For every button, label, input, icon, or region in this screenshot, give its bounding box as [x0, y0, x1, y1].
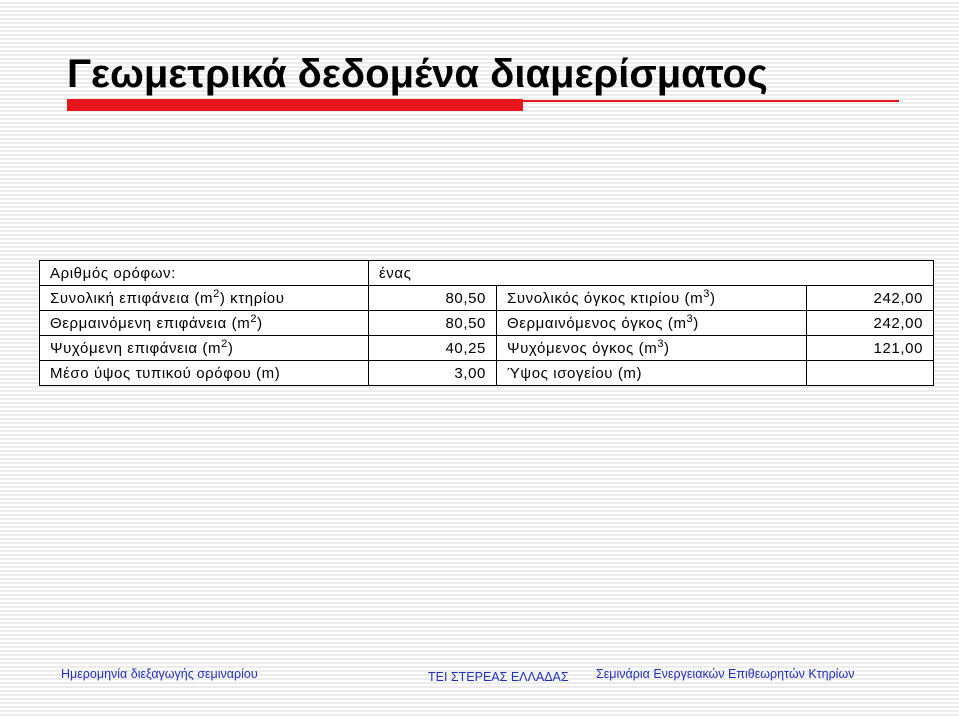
left-label-cell: [40, 311, 369, 336]
left-sup: 2: [213, 287, 220, 300]
right-label-cell: [497, 311, 807, 336]
left-value: 40,25: [369, 336, 497, 361]
right-sup: 3: [657, 337, 665, 350]
right-label: Ψυχόμενος όγκος (m: [507, 339, 658, 357]
table-row: [40, 361, 934, 386]
left-suffix: ): [227, 339, 234, 357]
footer-seminar-series: Σεμινάρια Ενεργειακών Επιθεωρητών Κτηρίων: [596, 667, 855, 681]
floors-label: Αριθμός ορόφων:: [40, 261, 369, 286]
right-sup: 3: [703, 287, 710, 300]
right-label: Ύψος ισογείου (m): [507, 364, 643, 382]
table-row: [40, 311, 934, 336]
right-label-cell: [497, 286, 807, 311]
right-suffix: ): [664, 339, 670, 357]
right-suffix: ): [693, 314, 699, 332]
table-row: [40, 336, 934, 361]
table-row: [40, 261, 934, 286]
footer-seminar-date: Ημερομηνία διεξαγωγής σεμιναρίου: [61, 667, 258, 681]
left-value: 80,50: [369, 286, 497, 311]
table-row: [40, 286, 934, 311]
left-sup: 2: [250, 312, 258, 325]
footer-institution: ΤΕΙ ΣΤΕΡΕΑΣ ΕΛΛΑΔΑΣ: [428, 670, 569, 684]
right-value: 121,00: [807, 336, 934, 361]
left-label-cell: [40, 336, 369, 361]
right-suffix: ): [709, 289, 716, 307]
right-label: Θερμαινόμενος όγκος (m: [507, 314, 687, 332]
title-underline-thin: [523, 100, 899, 102]
left-label: Συνολική επιφάνεια (m: [50, 289, 214, 307]
right-label-cell: [497, 336, 807, 361]
right-label-cell: [497, 361, 807, 386]
right-label: Συνολικός όγκος κτιρίου (m: [507, 289, 704, 307]
left-value: 3,00: [369, 361, 497, 386]
left-label: Μέσο ύψος τυπικού ορόφου (m): [50, 364, 281, 382]
geometry-table: [39, 260, 934, 386]
left-suffix: ): [257, 314, 263, 332]
page-title: Γεωμετρικά δεδομένα διαμερίσματος: [67, 52, 768, 96]
title-underline-thick: [67, 99, 523, 111]
left-value: 80,50: [369, 311, 497, 336]
left-sup: 2: [221, 337, 228, 350]
left-suffix: ) κτηρίου: [219, 289, 285, 307]
left-label: Θερμαινόμενη επιφάνεια (m: [50, 314, 251, 332]
right-value: [807, 361, 934, 386]
right-value: 242,00: [807, 286, 934, 311]
right-sup: 3: [686, 312, 694, 325]
left-label-cell: [40, 286, 369, 311]
left-label: Ψυχόμενη επιφάνεια (m: [50, 339, 222, 357]
right-value: 242,00: [807, 311, 934, 336]
floors-value: ένας: [369, 261, 934, 286]
left-label-cell: [40, 361, 369, 386]
